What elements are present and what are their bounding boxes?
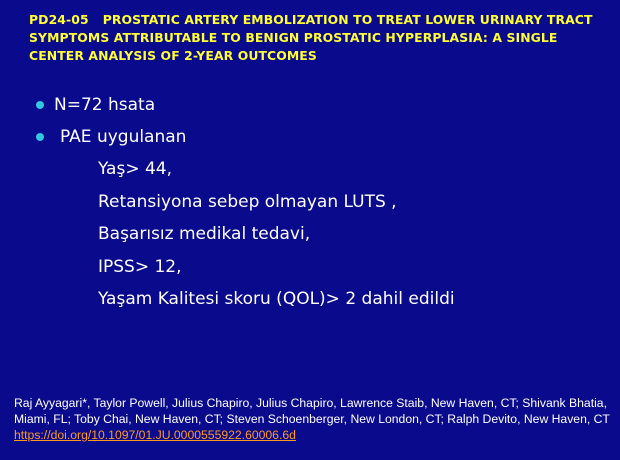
slide-title <box>29 11 609 65</box>
bullet-list <box>34 93 594 320</box>
bullet-item-patients <box>34 93 594 125</box>
abstract-code: PD24-05 <box>29 12 89 27</box>
bullet-dot-icon <box>36 101 44 109</box>
criteria-item-ipss: IPSS> 12, <box>98 256 182 277</box>
criteria-item-qol: Yaşam Kalitesi skoru (QOL)> 2 dahil edildi <box>98 289 455 309</box>
bullet-dot-icon <box>36 133 44 141</box>
citation-authors: Raj Ayyagari*, Taylor Powell, Julius Chapiro, Julius Chapiro, Lawrence Staib, New Haven, CT; Shivank Bhatia, Miami, FL; Toby Chai, New Haven, CT; Steven Schoenberger, New London, CT; Ralph Devito, New Haven, CT <box>14 396 610 426</box>
bullet-item-pae <box>34 125 594 157</box>
title-text: PROSTATIC ARTERY EMBOLIZATION TO TREAT LOWER URINARY TRACT SYMPTOMS ATTRIBUTABLE TO BENIGN PROSTATIC HYPERPLASIA: A SINGLE CENTER ANALYSIS OF 2-YEAR OUTCOMES <box>29 12 593 63</box>
criteria-item-age: Yaş> 44, <box>98 159 173 179</box>
citation <box>14 395 614 443</box>
bullet-text: N=72 hsata <box>54 95 156 115</box>
bullet-text: PAE uygulanan <box>60 127 187 147</box>
doi-link[interactable]: https://doi.org/10.1097/01.JU.0000555922.60006.6d <box>14 428 296 442</box>
criteria-item-medical: Başarısız medikal tedavi, <box>98 224 311 244</box>
criteria-item-luts: Retansiyona sebep olmayan LUTS , <box>98 191 397 212</box>
